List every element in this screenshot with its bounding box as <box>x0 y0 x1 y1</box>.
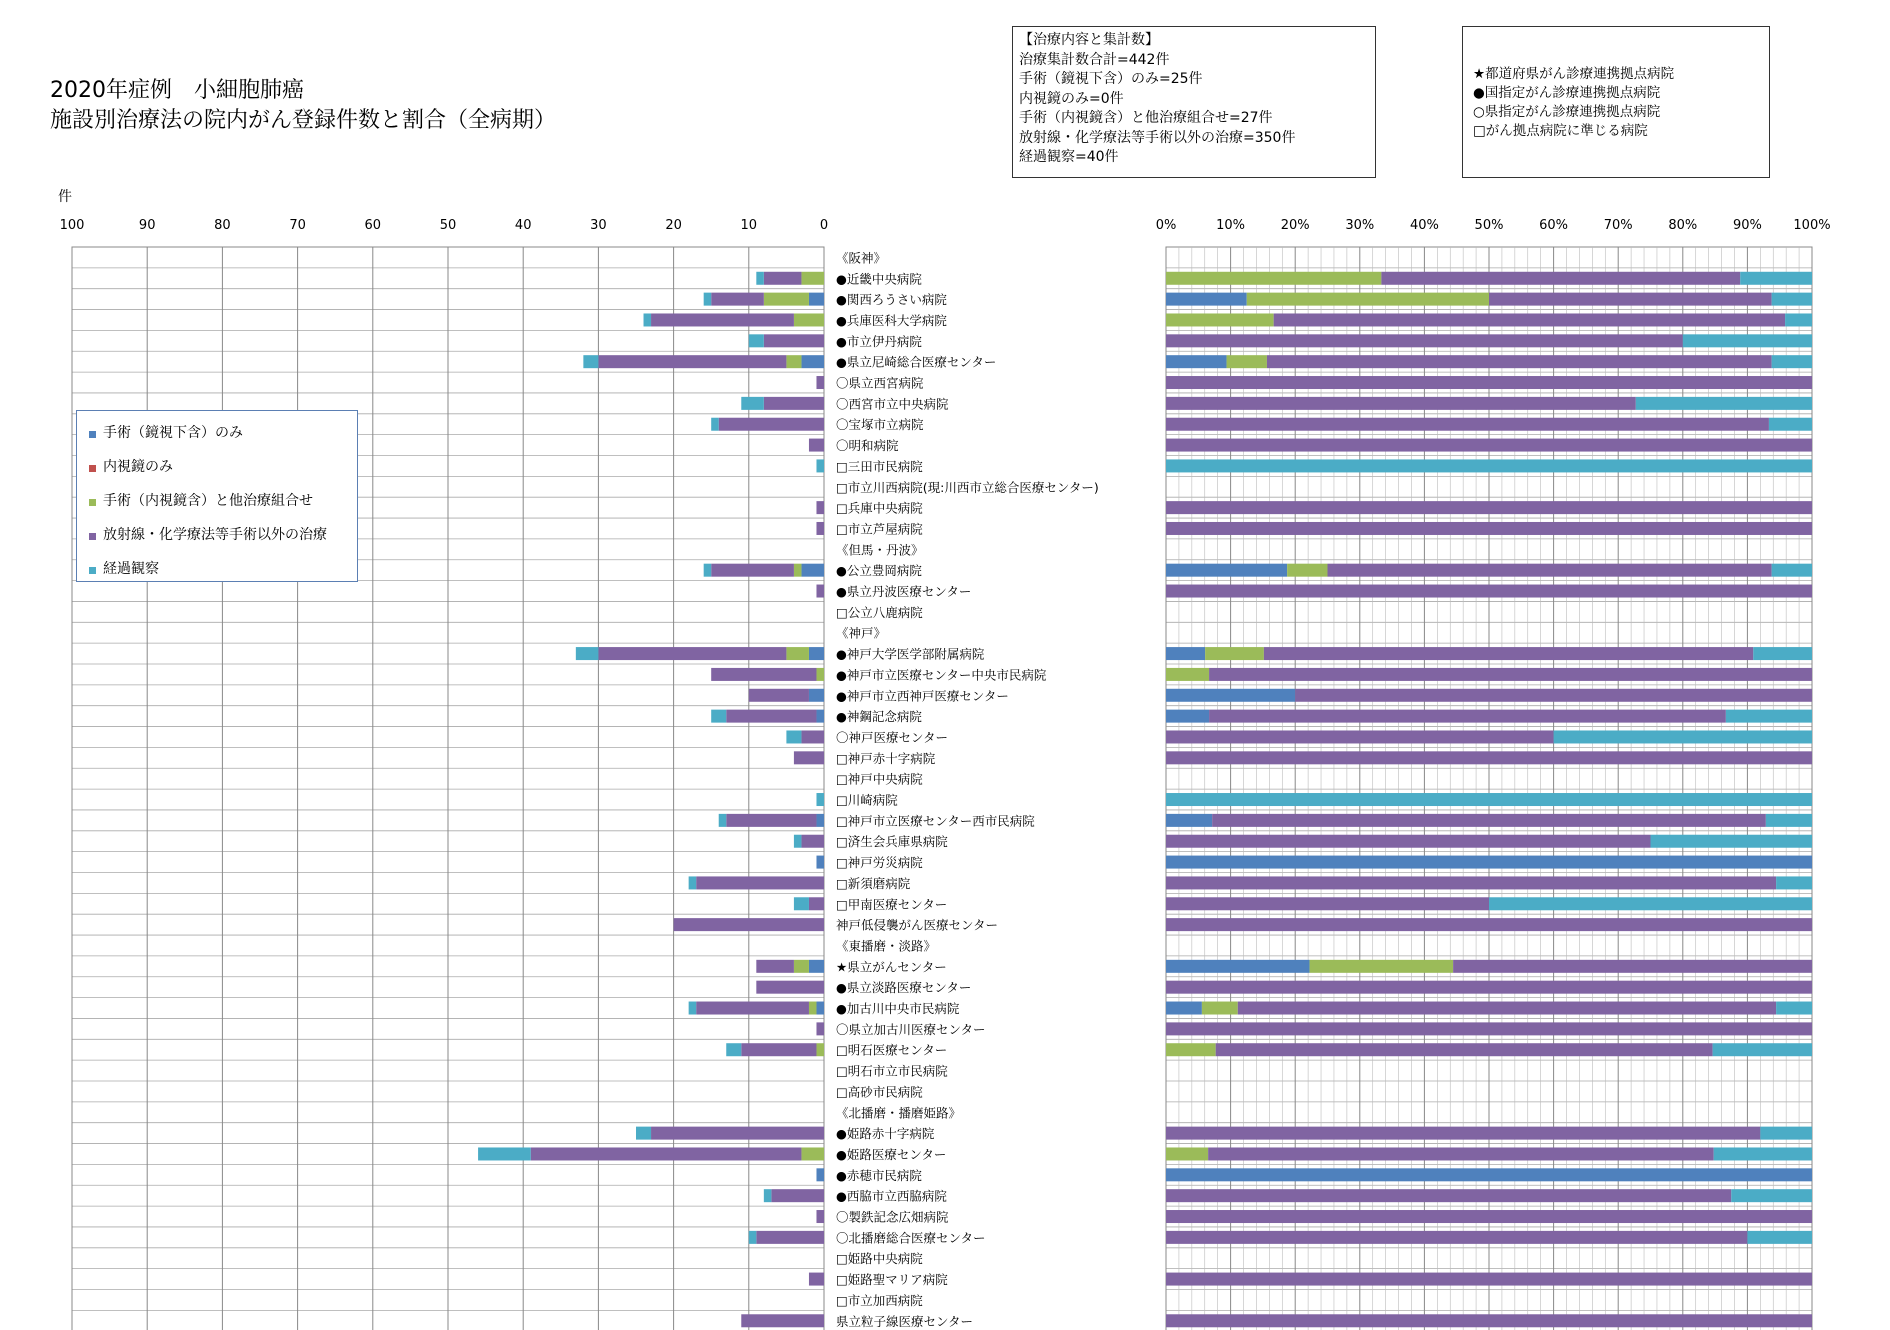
count-bar-segment <box>636 1127 651 1140</box>
legend-swatch <box>89 465 96 472</box>
legend-item <box>89 417 347 451</box>
legend-swatch <box>89 499 96 506</box>
count-bar-segment <box>741 1043 816 1056</box>
legend-swatch <box>89 567 96 574</box>
summary-line-surgery-only: 手術（鏡視下含）のみ=25件 <box>1019 71 1203 87</box>
facility-label: □公立八鹿病院 <box>836 604 923 620</box>
count-bar-segment <box>816 856 824 869</box>
percent-bar-segment <box>1651 835 1813 848</box>
percent-bar-segment <box>1166 1314 1812 1327</box>
percent-bar-segment <box>1205 647 1264 660</box>
percent-bar-segment <box>1274 313 1785 326</box>
count-x-tick-label: 50 <box>439 218 457 233</box>
facility-label: ●兵庫医科大学病院 <box>836 312 947 328</box>
facility-label: □姫路中央病院 <box>836 1251 923 1267</box>
percent-bar-segment <box>1166 751 1812 764</box>
count-bar-segment <box>809 960 824 973</box>
percent-bar-segment <box>1238 1002 1776 1015</box>
facility-label: 《但馬・丹波》 <box>836 542 924 558</box>
count-bar-segment <box>711 564 794 577</box>
legend-item <box>89 519 347 553</box>
chart-title-line1: 2020年症例 小細胞肺癌 <box>50 78 304 103</box>
facility-label: □三田市民病院 <box>836 458 923 474</box>
percent-bar-segment <box>1776 1002 1812 1015</box>
count-bar-segment <box>478 1147 531 1160</box>
percent-bar-segment <box>1166 522 1812 535</box>
count-bar-segment <box>711 293 764 306</box>
percent-bar-segment <box>1166 1002 1202 1015</box>
percent-bar-segment <box>1166 918 1812 931</box>
percent-x-tick-label: 0% <box>1155 218 1177 233</box>
percent-x-tick-label: 60% <box>1539 218 1569 233</box>
facility-label: □新須磨病院 <box>836 875 911 891</box>
facility-label: ●神鋼記念病院 <box>836 709 922 725</box>
percent-bar-segment <box>1726 710 1812 723</box>
count-bar-segment <box>816 710 824 723</box>
percent-bar-segment <box>1166 689 1295 702</box>
count-bar-segment <box>756 272 764 285</box>
percent-bar-segment <box>1209 710 1726 723</box>
percent-bar-segment <box>1166 1127 1760 1140</box>
facility-label: 《東播磨・淡路》 <box>836 938 937 954</box>
count-bar-segment <box>711 710 726 723</box>
percent-bar-segment <box>1683 334 1812 347</box>
percent-x-tick-label: 20% <box>1280 218 1310 233</box>
percent-bar-segment <box>1776 876 1812 889</box>
count-bar-segment <box>816 1210 824 1223</box>
percent-bar-segment <box>1166 501 1812 514</box>
percent-bar-segment <box>1166 1273 1812 1286</box>
percent-bar-segment <box>1166 355 1227 368</box>
percent-bar-segment <box>1769 418 1812 431</box>
count-bar-segment <box>816 522 824 535</box>
percent-bar-segment <box>1166 439 1812 452</box>
count-bar-segment <box>764 272 802 285</box>
legend-swatch <box>89 431 96 438</box>
facility-label: ●西脇市立西脇病院 <box>836 1188 947 1204</box>
percent-bar-segment <box>1554 730 1812 743</box>
percent-bar-segment <box>1166 960 1310 973</box>
percent-bar-segment <box>1267 355 1772 368</box>
percent-bar-segment <box>1202 1002 1238 1015</box>
percent-bar-segment <box>1166 1043 1216 1056</box>
facility-label: 〇県立加古川医療センター <box>836 1021 986 1037</box>
count-bar-segment <box>711 418 719 431</box>
percent-x-tick-label: 10% <box>1216 218 1246 233</box>
percent-bar-segment <box>1212 814 1766 827</box>
facility-label: 《阪神》 <box>836 250 887 266</box>
legend-label: 放射線・化学療法等手術以外の治療 <box>103 527 327 544</box>
facility-label: 〇西宮市立中央病院 <box>836 396 949 412</box>
count-bar-segment <box>809 293 824 306</box>
percent-bar-segment <box>1209 668 1812 681</box>
summary-line-non-surgical: 放射線・化学療法等手術以外の治療=350件 <box>1019 129 1296 146</box>
facility-label: 〇宝塚市立病院 <box>836 417 924 433</box>
count-bar-segment <box>598 647 786 660</box>
percent-x-tick-label: 30% <box>1345 218 1375 233</box>
count-x-tick-label: 20 <box>665 218 682 233</box>
count-bar-segment <box>809 689 824 702</box>
percent-bar-segment <box>1295 689 1812 702</box>
percent-bar-segment <box>1731 1189 1812 1202</box>
percent-bar-segment <box>1166 1168 1812 1181</box>
count-bar-segment <box>809 647 824 660</box>
facility-label: □姫路聖マリア病院 <box>836 1272 948 1288</box>
legend-label: 手術（鏡視下含）のみ <box>103 425 243 442</box>
count-x-tick-label: 90 <box>138 218 156 233</box>
legend-label: 内視鏡のみ <box>103 459 173 476</box>
count-bar-segment <box>816 814 824 827</box>
count-x-tick-label: 0 <box>819 218 829 233</box>
percent-bar-segment <box>1287 564 1327 577</box>
facility-label: ●神戸市立医療センター中央市民病院 <box>836 667 1047 683</box>
percent-bar-segment <box>1636 397 1812 410</box>
count-bar-segment <box>726 1043 741 1056</box>
count-x-tick-label: 70 <box>289 218 306 233</box>
facility-label: □市立芦屋病院 <box>836 521 923 537</box>
facility-label: 神戸低侵襲がん医療センター <box>836 917 999 933</box>
count-bar-segment <box>756 1231 824 1244</box>
mark-key-equivalent: □がん拠点病院に準じる病院 <box>1473 123 1648 139</box>
count-bar-segment <box>809 1002 817 1015</box>
count-bar-segment <box>801 1147 824 1160</box>
count-bar-segment <box>531 1147 802 1160</box>
facility-label: ●県立丹波医療センター <box>836 584 972 600</box>
count-bar-segment <box>764 397 824 410</box>
percent-bar-segment <box>1166 564 1287 577</box>
count-bar-segment <box>741 397 764 410</box>
count-bar-segment <box>794 960 809 973</box>
count-bar-segment <box>704 564 712 577</box>
count-bar-segment <box>764 1189 772 1202</box>
percent-bar-segment <box>1772 355 1812 368</box>
percent-bar-segment <box>1166 793 1812 806</box>
count-bar-segment <box>749 689 809 702</box>
mark-key-prefecture-designated: ○県指定がん診療連携拠点病院 <box>1473 104 1661 120</box>
facility-label: 《北播磨・播磨姫路》 <box>836 1105 962 1121</box>
count-bar-segment <box>809 897 824 910</box>
count-bar-segment <box>674 918 824 931</box>
facility-label: 〇明和病院 <box>836 438 899 454</box>
count-bar-segment <box>704 293 712 306</box>
percent-bar-segment <box>1166 1210 1812 1223</box>
percent-bar-segment <box>1166 814 1212 827</box>
count-x-tick-label: 60 <box>364 218 382 233</box>
percent-x-tick-label: 40% <box>1409 218 1439 233</box>
facility-label: 〇県立西宮病院 <box>836 375 924 391</box>
legend-item <box>89 553 347 587</box>
count-bar-segment <box>749 1231 757 1244</box>
count-bar-segment <box>816 1002 824 1015</box>
percent-bar-segment <box>1713 1043 1812 1056</box>
percent-bar-segment <box>1166 1231 1747 1244</box>
count-bar-segment <box>719 814 727 827</box>
count-bar-segment <box>816 1168 824 1181</box>
count-bar-segment <box>756 960 794 973</box>
count-x-tick-label: 10 <box>740 218 758 233</box>
percent-bar-segment <box>1166 710 1209 723</box>
percent-bar-segment <box>1772 564 1812 577</box>
facility-label: ★県立がんセンター <box>836 959 947 975</box>
percent-bar-segment <box>1166 856 1812 869</box>
count-bar-segment <box>756 981 824 994</box>
facility-label: ●県立尼崎総合医療センター <box>836 354 997 370</box>
chart-legend <box>76 410 358 582</box>
percent-bar-segment <box>1166 897 1489 910</box>
count-bar-segment <box>726 710 816 723</box>
facility-label: ●県立淡路医療センター <box>836 980 972 996</box>
percent-bar-segment <box>1714 1147 1812 1160</box>
summary-line-total: 治療集計数合計=442件 <box>1019 51 1170 68</box>
count-x-tick-label: 40 <box>514 218 532 233</box>
facility-label: ●関西ろうさい病院 <box>836 292 947 308</box>
percent-bar-segment <box>1489 293 1772 306</box>
percent-bar-segment <box>1166 293 1247 306</box>
facility-label: □済生会兵庫県病院 <box>836 834 948 850</box>
percent-bar-segment <box>1264 647 1753 660</box>
count-bar-segment <box>809 1273 824 1286</box>
percent-bar-segment <box>1166 668 1209 681</box>
percent-bar-segment <box>1740 272 1812 285</box>
count-x-tick-label: 30 <box>590 218 607 233</box>
percent-bar-segment <box>1166 376 1812 389</box>
summary-heading: 【治療内容と集計数】 <box>1019 32 1159 48</box>
count-bar-segment <box>801 835 824 848</box>
percent-bar-segment <box>1166 1189 1731 1202</box>
summary-line-surgery-combined: 手術（内視鏡含）と他治療組合せ=27件 <box>1019 110 1273 126</box>
count-bar-segment <box>794 564 802 577</box>
facility-label: ●赤穂市民病院 <box>836 1167 922 1183</box>
count-bar-segment <box>786 647 809 660</box>
percent-bar-segment <box>1227 355 1267 368</box>
facility-label: □高砂市民病院 <box>836 1084 923 1100</box>
count-bar-segment <box>644 313 652 326</box>
percent-bar-segment <box>1381 272 1740 285</box>
count-bar-segment <box>794 751 824 764</box>
legend-label: 経過観察 <box>103 561 159 578</box>
facility-label: ●姫路赤十字病院 <box>836 1126 935 1142</box>
percent-bar-segment <box>1166 397 1636 410</box>
percent-bar-segment <box>1166 647 1205 660</box>
facility-label: □市立川西病院(現:川西市立総合医療センター) <box>836 479 1099 495</box>
count-bar-segment <box>816 1022 824 1035</box>
facility-label: ●加古川中央市民病院 <box>836 1001 960 1017</box>
count-bar-segment <box>583 355 598 368</box>
count-bar-segment <box>794 835 802 848</box>
count-axis-unit: 件 <box>58 189 72 205</box>
count-bar-segment <box>816 459 824 472</box>
count-x-tick-label: 80 <box>214 218 231 233</box>
percent-x-tick-label: 90% <box>1732 218 1762 233</box>
count-bar-segment <box>801 564 824 577</box>
facility-label: ●市立伊丹病院 <box>836 333 922 349</box>
count-bar-segment <box>741 1314 824 1327</box>
facility-label: □川崎病院 <box>836 792 898 808</box>
percent-bar-segment <box>1166 876 1776 889</box>
count-bar-segment <box>726 814 816 827</box>
percent-bar-segment <box>1453 960 1812 973</box>
count-bar-segment <box>576 647 599 660</box>
percent-bar-segment <box>1166 730 1554 743</box>
percent-bar-segment <box>1166 981 1812 994</box>
facility-label: ●神戸大学医学部附属病院 <box>836 646 985 662</box>
count-bar-segment <box>816 793 824 806</box>
count-bar-segment <box>764 293 809 306</box>
facility-label: 〇製鉄記念広畑病院 <box>836 1209 949 1225</box>
facility-label: □神戸市立医療センター西市民病院 <box>836 813 1035 829</box>
percent-bar-segment <box>1772 293 1812 306</box>
count-bar-segment <box>816 668 824 681</box>
count-bar-segment <box>816 501 824 514</box>
percent-bar-segment <box>1216 1043 1713 1056</box>
count-bar-segment <box>816 585 824 598</box>
facility-label: ●姫路医療センター <box>836 1146 947 1162</box>
count-bar-segment <box>696 876 824 889</box>
percent-bar-segment <box>1760 1127 1812 1140</box>
percent-bar-segment <box>1247 293 1489 306</box>
count-bar-segment <box>816 1043 824 1056</box>
facility-label: 〇神戸医療センター <box>836 729 949 745</box>
percent-bar-segment <box>1166 418 1769 431</box>
count-bar-segment <box>794 313 824 326</box>
count-bar-segment <box>816 376 824 389</box>
percent-bar-segment <box>1328 564 1772 577</box>
summary-line-observation: 経過観察=40件 <box>1019 149 1119 165</box>
percent-bar-segment <box>1166 459 1812 472</box>
summary-line-endoscopy-only: 内視鏡のみ=0件 <box>1019 90 1124 107</box>
facility-label: 《神戸》 <box>836 625 887 641</box>
percent-bar-segment <box>1766 814 1812 827</box>
percent-bar-segment <box>1166 835 1651 848</box>
mark-key-prefectural: ★都道府県がん診療連携拠点病院 <box>1473 66 1675 82</box>
legend-swatch <box>89 533 96 540</box>
legend-label: 手術（内視鏡含）と他治療組合せ <box>103 493 313 510</box>
facility-label: □甲南医療センター <box>836 896 948 912</box>
count-bar-segment <box>696 1002 809 1015</box>
percent-x-tick-label: 80% <box>1668 218 1698 233</box>
percent-bar-segment <box>1747 1231 1812 1244</box>
count-bar-segment <box>809 439 824 452</box>
percent-bar-segment <box>1310 960 1454 973</box>
facility-label: □明石市立市民病院 <box>836 1063 948 1079</box>
facility-label: ●公立豊岡病院 <box>836 563 922 579</box>
facility-label: □神戸中央病院 <box>836 771 923 787</box>
count-x-tick-label: 100 <box>59 218 85 233</box>
count-bar-segment <box>801 272 824 285</box>
percent-bar-segment <box>1166 272 1381 285</box>
count-bar-segment <box>764 334 824 347</box>
facility-label: □神戸赤十字病院 <box>836 750 936 766</box>
chart-title-line2: 施設別治療法の院内がん登録件数と割合（全病期） <box>50 108 557 133</box>
percent-bar-segment <box>1208 1147 1714 1160</box>
count-bar-segment <box>786 730 801 743</box>
facility-label: 〇北播磨総合医療センター <box>836 1230 986 1246</box>
count-bar-segment <box>786 355 801 368</box>
percent-bar-segment <box>1166 585 1812 598</box>
percent-bar-segment <box>1166 1022 1812 1035</box>
count-bar-segment <box>801 730 824 743</box>
count-bar-segment <box>651 1127 824 1140</box>
legend-item <box>89 451 347 485</box>
count-bar-segment <box>711 668 816 681</box>
percent-bar-segment <box>1166 334 1683 347</box>
facility-label: □市立加西病院 <box>836 1292 923 1308</box>
percent-x-tick-label: 50% <box>1474 218 1504 233</box>
mark-key-national: ●国指定がん診療連携拠点病院 <box>1473 85 1661 101</box>
count-bar-segment <box>771 1189 824 1202</box>
percent-x-tick-label: 100% <box>1793 218 1831 233</box>
count-bar-segment <box>689 876 697 889</box>
count-bar-segment <box>801 355 824 368</box>
facility-label: ●神戸市立西神戸医療センター <box>836 688 1009 704</box>
count-bar-segment <box>794 897 809 910</box>
facility-label: □神戸労災病院 <box>836 855 923 871</box>
facility-label: 県立粒子線医療センター <box>836 1313 974 1329</box>
facility-label: □明石医療センター <box>836 1042 948 1058</box>
count-bar-segment <box>749 334 764 347</box>
percent-bar-segment <box>1785 313 1812 326</box>
percent-bar-segment <box>1166 313 1274 326</box>
count-bar-segment <box>719 418 824 431</box>
percent-x-tick-label: 70% <box>1603 218 1633 233</box>
count-bar-segment <box>651 313 794 326</box>
percent-bar-segment <box>1489 897 1812 910</box>
count-bar-segment <box>689 1002 697 1015</box>
percent-bar-segment <box>1753 647 1812 660</box>
facility-label: □兵庫中央病院 <box>836 500 923 516</box>
count-bar-segment <box>598 355 786 368</box>
facility-label: ●近畿中央病院 <box>836 271 922 287</box>
percent-bar-segment <box>1166 1147 1208 1160</box>
legend-item <box>89 485 347 519</box>
